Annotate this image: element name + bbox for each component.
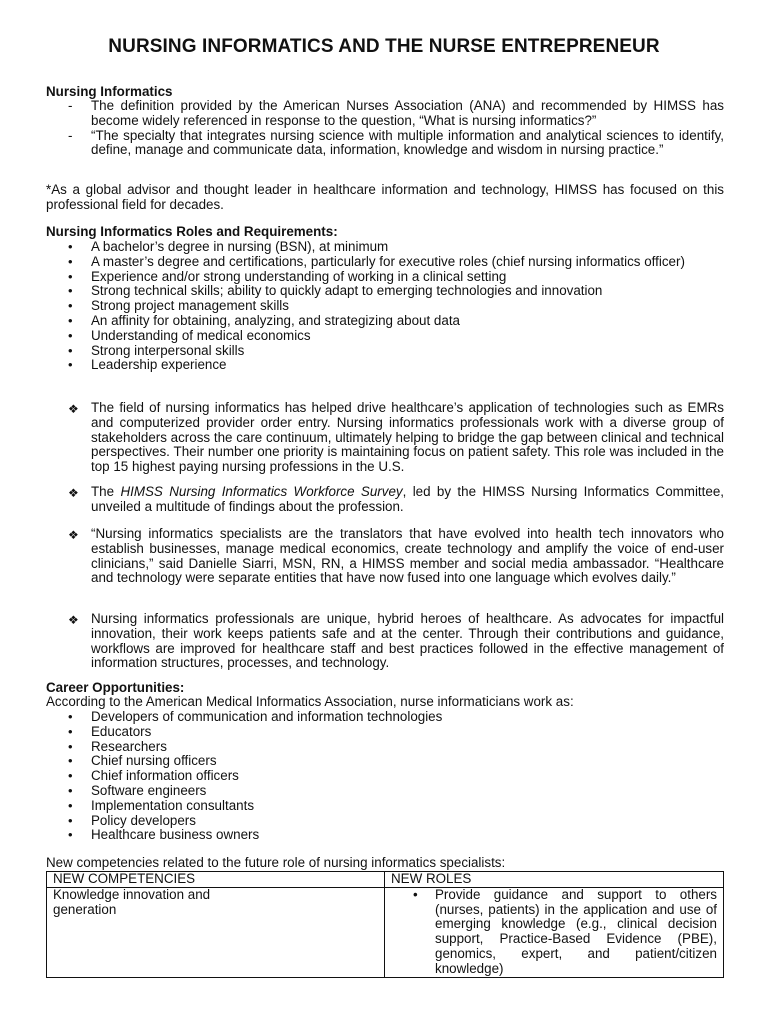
diamond-bullet-icon: ❖ — [68, 402, 79, 416]
competency-text: Knowledge innovation and generation — [53, 886, 211, 917]
list-item: • Experience and/or strong understanding of working in a clinical setting — [46, 270, 724, 285]
list-item: • Provide guidance and support to others (nurses, patients) in the application and use of emerging knowledge (e.g., clinical decision support, Practice-Based Evidence (PBE), genomics, expert, and patient/citizen knowledge) — [391, 888, 717, 977]
list-item: • A master’s degree and certifications, particularly for executive roles (chief nursing informatics officer) — [46, 255, 724, 270]
table-header-row — [47, 872, 724, 888]
point-workforce-survey — [46, 485, 724, 515]
list-item: • A bachelor’s degree in nursing (BSN), at minimum — [46, 240, 724, 255]
section-heading-roles-requirements: Nursing Informatics Roles and Requirements: — [46, 224, 338, 239]
list-item: • Policy developers — [46, 814, 724, 829]
list-item: • Developers of communication and information technologies — [46, 710, 724, 725]
list-item: • Strong technical skills; ability to quickly adapt to emerging technologies and innovation — [46, 284, 724, 299]
list-item: • Healthcare business owners — [46, 828, 724, 843]
roles-list — [391, 888, 717, 977]
point-text-post: , led by the HIMSS Nursing Informatics Committee, unveiled a multitude of findings about the profession. — [91, 484, 724, 514]
requirements-list — [46, 240, 724, 373]
list-item: • An affinity for obtaining, analyzing, and strategizing about data — [46, 314, 724, 329]
list-item: • Educators — [46, 725, 724, 740]
list-item: • Leadership experience — [46, 358, 724, 373]
career-intro: According to the American Medical Informatics Association, nurse informaticians work as: — [46, 694, 574, 709]
survey-title: HIMSS Nursing Informatics Workforce Survey — [120, 484, 403, 499]
table-header-competencies: NEW COMPETENCIES — [47, 872, 385, 888]
point-text: The field of nursing informatics has helped drive healthcare’s application of technologies such as EMRs and computerized provider order entry. Nursing informatics professionals work with a diverse group of stakeholders across the care continuum, ultimately helping to bridge the gap between clinical and technical perspectives. Their number one priority is maintaining focus on patient safety. This role was included in the top 15 highest paying nursing professions in the U.S. — [91, 400, 724, 475]
list-item: • Strong project management skills — [46, 299, 724, 314]
point-text: “Nursing informatics specialists are the translators that have evolved into health tech innovators who establish businesses, manage medical economics, create technology and amplify the voice of end-user clinicians,” said Danielle Siarri, MSN, RN, a HIMSS member and social media ambassador. “Healthcare and technology were separate entities that have now fused into one language which evolves daily.” — [91, 526, 724, 586]
career-list — [46, 710, 724, 843]
diamond-bullet-icon: ❖ — [68, 528, 79, 542]
list-item: • Chief nursing officers — [46, 754, 724, 769]
list-item: • Understanding of medical economics — [46, 329, 724, 344]
point-hybrid-heroes — [46, 612, 724, 671]
table-header-roles: NEW ROLES — [385, 872, 724, 888]
diamond-bullet-icon: ❖ — [68, 486, 79, 500]
point-field-of-informatics — [46, 401, 724, 475]
diamond-bullet-icon: ❖ — [68, 613, 79, 627]
list-item: • Chief information officers — [46, 769, 724, 784]
document-title: NURSING INFORMATICS AND THE NURSE ENTREPRENEUR — [108, 36, 660, 57]
himss-note: *As a global advisor and thought leader in healthcare information and technology, HIMSS has focused on this professional field for decades. — [46, 182, 724, 212]
point-text: Nursing informatics professionals are unique, hybrid heroes of healthcare. As advocates for impactful innovation, their work keeps patients safe and at the center. Through their contributions and guidance, workflows are improved for healthcare staff and best practices followed in the effective management of information structures, processes, and technology. — [91, 611, 724, 671]
section-heading-career-opportunities: Career Opportunities: — [46, 680, 185, 695]
definition-list — [46, 99, 724, 158]
table-cell-competency — [47, 887, 385, 977]
list-item: • Researchers — [46, 740, 724, 755]
list-item: - “The specialty that integrates nursing science with multiple information and analytical sciences to identify, define, manage and communicate data, information, knowledge and wisdom in nursing practice.” — [46, 129, 724, 159]
table-cell-role — [385, 887, 724, 977]
competencies-intro: New competencies related to the future role of nursing informatics specialists: — [46, 855, 506, 870]
list-item: • Implementation consultants — [46, 799, 724, 814]
point-text-pre: The — [91, 484, 121, 499]
table-row — [47, 887, 724, 977]
section-heading-nursing-informatics: Nursing Informatics — [46, 84, 173, 99]
list-item: • Software engineers — [46, 784, 724, 799]
list-item: - The definition provided by the American Nurses Association (ANA) and recommended by HIMSS has become widely referenced in response to the question, “What is nursing informatics?” — [46, 99, 724, 129]
competencies-table — [46, 871, 724, 978]
list-item: • Strong interpersonal skills — [46, 344, 724, 359]
point-quote-siarri — [46, 527, 724, 586]
